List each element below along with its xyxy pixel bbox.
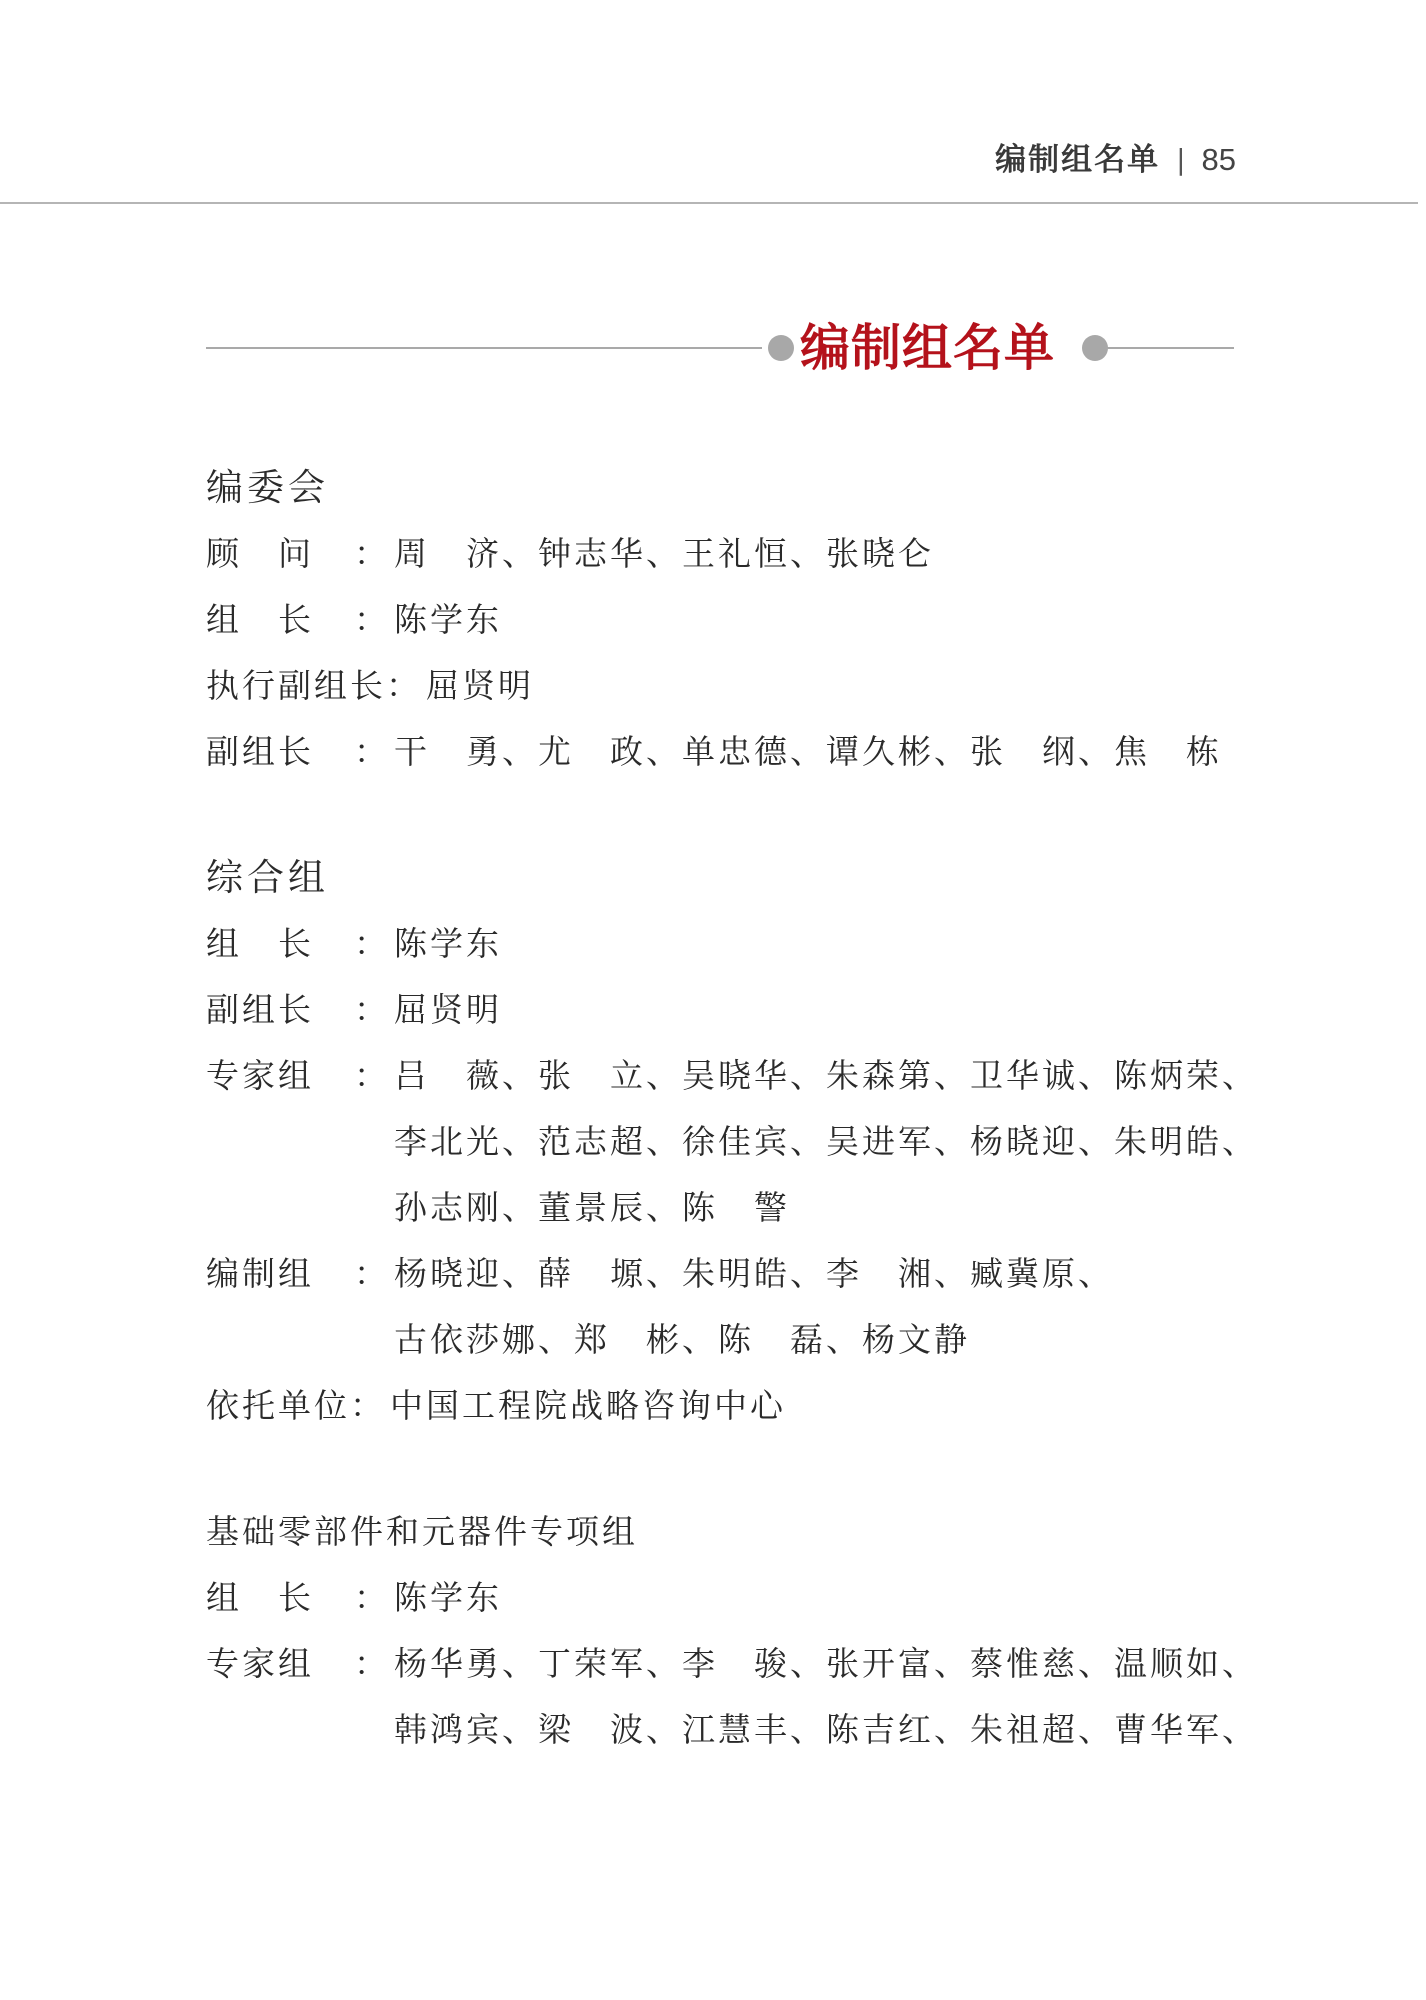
row-label: 组 长 xyxy=(206,1578,314,1617)
row-value-block xyxy=(394,1241,1114,1373)
row-colon: ： xyxy=(354,1578,390,1617)
row-value: 屈贤明 xyxy=(426,666,534,705)
roster-row xyxy=(206,1241,1246,1373)
row-colon: ： xyxy=(354,732,390,771)
row-label: 副组长 xyxy=(206,732,314,771)
section-general-group xyxy=(206,845,1258,1439)
row-value: 李北光、范志超、徐佳宾、吴进军、杨晓迎、朱明皓、 xyxy=(394,1122,1258,1161)
row-label: 顾 问 xyxy=(206,534,314,573)
roster-content xyxy=(206,455,1258,1763)
section-heading: 编委会 xyxy=(206,466,329,509)
roster-row xyxy=(206,587,1246,653)
row-label: 编制组 xyxy=(206,1254,314,1293)
row-value: 陈学东 xyxy=(394,1578,502,1617)
row-value-block xyxy=(394,1631,1258,1763)
roster-row xyxy=(206,1631,1258,1763)
title-dot-right-icon xyxy=(1082,335,1108,361)
roster-row xyxy=(206,1565,1246,1631)
row-colon: ： xyxy=(350,1386,386,1425)
section-components-group xyxy=(206,1499,1258,1763)
page-title: 编制组名单 xyxy=(800,318,1055,377)
row-colon: ： xyxy=(354,924,390,963)
header-rule xyxy=(0,202,1418,204)
row-value-block xyxy=(394,1043,1258,1241)
row-colon: ： xyxy=(354,534,390,573)
row-colon: ： xyxy=(354,1056,390,1095)
row-value: 周 济、钟志华、王礼恒、张晓仑 xyxy=(394,534,934,573)
running-title: 编制组名单 xyxy=(995,142,1161,178)
section-heading: 综合组 xyxy=(206,856,329,899)
row-value: 杨晓迎、薛 塬、朱明皓、李 湘、臧冀原、 xyxy=(394,1254,1114,1293)
roster-row xyxy=(206,911,1246,977)
row-label: 专家组 xyxy=(206,1644,314,1683)
roster-row xyxy=(206,719,1246,785)
row-value: 吕 薇、张 立、吴晓华、朱森第、卫华诚、陈炳荣、 xyxy=(394,1056,1258,1095)
title-dot-left-icon xyxy=(768,335,794,361)
row-value: 古依莎娜、郑 彬、陈 磊、杨文静 xyxy=(394,1320,970,1359)
title-line-right xyxy=(1106,347,1234,349)
row-value: 陈学东 xyxy=(394,600,502,639)
roster-row xyxy=(206,521,1246,587)
roster-row xyxy=(206,653,1246,719)
row-colon: ： xyxy=(354,990,390,1029)
row-label: 执行副组长 xyxy=(206,666,386,705)
row-value: 杨华勇、丁荣军、李 骏、张开富、蔡惟慈、温顺如、 xyxy=(394,1644,1258,1683)
row-colon: ： xyxy=(354,1644,390,1683)
roster-row xyxy=(206,1373,1246,1439)
row-label: 副组长 xyxy=(206,990,314,1029)
row-value: 韩鸿宾、梁 波、江慧丰、陈吉红、朱祖超、曹华军、 xyxy=(394,1710,1258,1749)
roster-row xyxy=(206,1043,1258,1241)
row-value: 孙志刚、董景辰、陈 警 xyxy=(394,1188,790,1227)
title-line-left xyxy=(206,347,762,349)
roster-row xyxy=(206,977,1246,1043)
row-value: 中国工程院战略咨询中心 xyxy=(390,1386,786,1425)
row-label: 专家组 xyxy=(206,1056,314,1095)
header-separator: | xyxy=(1176,143,1186,176)
row-value: 屈贤明 xyxy=(394,990,502,1029)
row-colon: ： xyxy=(354,600,390,639)
row-label: 组 长 xyxy=(206,924,314,963)
page-number: 85 xyxy=(1201,142,1236,177)
title-banner xyxy=(206,318,1234,378)
row-colon: ： xyxy=(386,666,422,705)
row-label: 组 长 xyxy=(206,600,314,639)
row-value: 干 勇、尤 政、单忠德、谭久彬、张 纲、焦 栋 xyxy=(394,732,1222,771)
row-label: 依托单位 xyxy=(206,1386,350,1425)
running-header xyxy=(995,140,1236,180)
row-colon: ： xyxy=(354,1254,390,1293)
section-editorial-board xyxy=(206,455,1246,785)
section-heading: 基础零部件和元器件专项组 xyxy=(206,1512,638,1551)
row-value: 陈学东 xyxy=(394,924,502,963)
